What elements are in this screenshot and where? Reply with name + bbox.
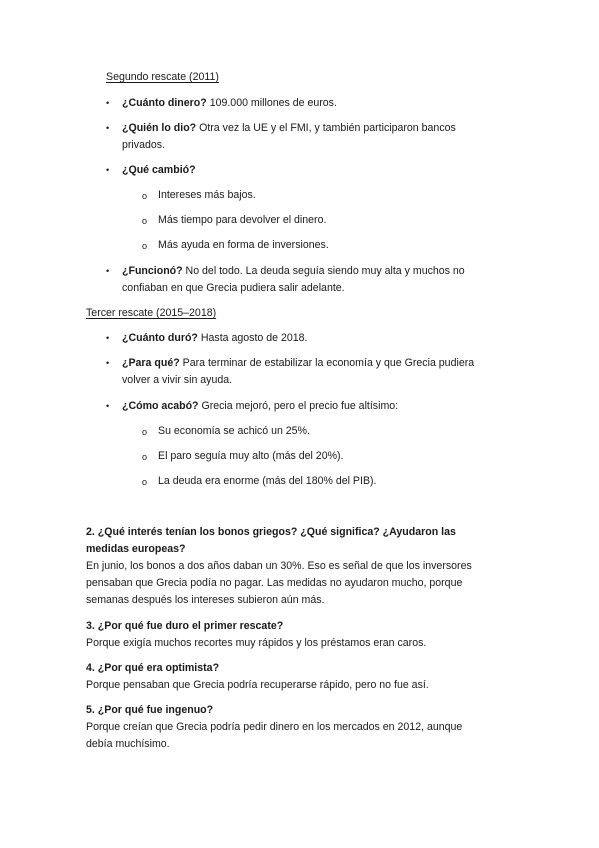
bullet-icon: • <box>106 358 110 368</box>
question-title: 4. ¿Por qué era optimista? <box>86 662 220 674</box>
answer-line: Porque exigía muchos recortes muy rápidos y los préstamos eran caros. <box>86 637 427 649</box>
sub-list-item: Intereses más bajos. <box>158 189 256 201</box>
sub-list-item: La deuda era enorme (más del 180% del PIB). <box>158 475 377 487</box>
bullet-icon: • <box>106 98 110 108</box>
bullet-icon: • <box>106 123 110 133</box>
list-item: ¿Cuánto dinero? 109.000 millones de euros. <box>122 97 337 109</box>
sub-list-item: Más ayuda en forma de inversiones. <box>158 239 329 251</box>
sub-list-item: Más tiempo para devolver el dinero. <box>158 214 327 226</box>
question-title: medidas europeas? <box>86 543 186 555</box>
answer-line: En junio, los bonos a dos años daban un 30%. Eso es señal de que los inversores <box>86 560 472 572</box>
answer-line: pensaban que Grecia podía no pagar. Las medidas no ayudaron mucho, porque <box>86 577 463 589</box>
sub-bullet-icon: o <box>142 241 148 251</box>
sub-bullet-icon: o <box>142 191 148 201</box>
bullet-icon: • <box>106 266 110 276</box>
list-item: ¿Para qué? Para terminar de estabilizar la economía y que Grecia pudiera <box>122 357 475 369</box>
list-item: ¿Qué cambió? <box>122 164 196 176</box>
list-item-continuation: volver a vivir sin ayuda. <box>122 374 233 386</box>
section-heading-segundo-rescate: Segundo rescate (2011) <box>106 71 219 83</box>
sub-bullet-icon: o <box>142 477 148 487</box>
answer-line: Porque creían que Grecia podría pedir dinero en los mercados en 2012, aunque <box>86 721 463 733</box>
list-item: ¿Cómo acabó? Grecia mejoró, pero el precio fue altísimo: <box>122 400 399 412</box>
question-title: 3. ¿Por qué fue duro el primer rescate? <box>86 620 284 632</box>
section-heading-tercer-rescate: Tercer rescate (2015–2018) <box>86 307 217 319</box>
list-item: ¿Cuánto duró? Hasta agosto de 2018. <box>122 332 308 344</box>
bullet-icon: • <box>106 401 110 411</box>
answer-line: semanas después los intereses subieron aún más. <box>86 594 325 606</box>
bullet-icon: • <box>106 165 110 175</box>
sub-bullet-icon: o <box>142 216 148 226</box>
sub-bullet-icon: o <box>142 427 148 437</box>
list-item: ¿Quién lo dio? Otra vez la UE y el FMI, y también participaron bancos <box>122 122 456 134</box>
answer-line: Porque pensaban que Grecia podría recuperarse rápido, pero no fue así. <box>86 679 429 691</box>
list-item-continuation: confiaban en que Grecia pudiera salir adelante. <box>122 282 345 294</box>
bullet-icon: • <box>106 333 110 343</box>
sub-list-item: Su economía se achicó un 25%. <box>158 425 310 437</box>
answer-line: debía muchísimo. <box>86 738 170 750</box>
question-title: 2. ¿Qué interés tenían los bonos griegos? ¿Qué significa? ¿Ayudaron las <box>86 526 456 538</box>
question-title: 5. ¿Por qué fue ingenuo? <box>86 704 214 716</box>
list-item: ¿Funcionó? No del todo. La deuda seguía siendo muy alta y muchos no <box>122 265 465 277</box>
list-item-continuation: privados. <box>122 139 165 151</box>
sub-bullet-icon: o <box>142 452 148 462</box>
sub-list-item: El paro seguía muy alto (más del 20%). <box>158 450 344 462</box>
